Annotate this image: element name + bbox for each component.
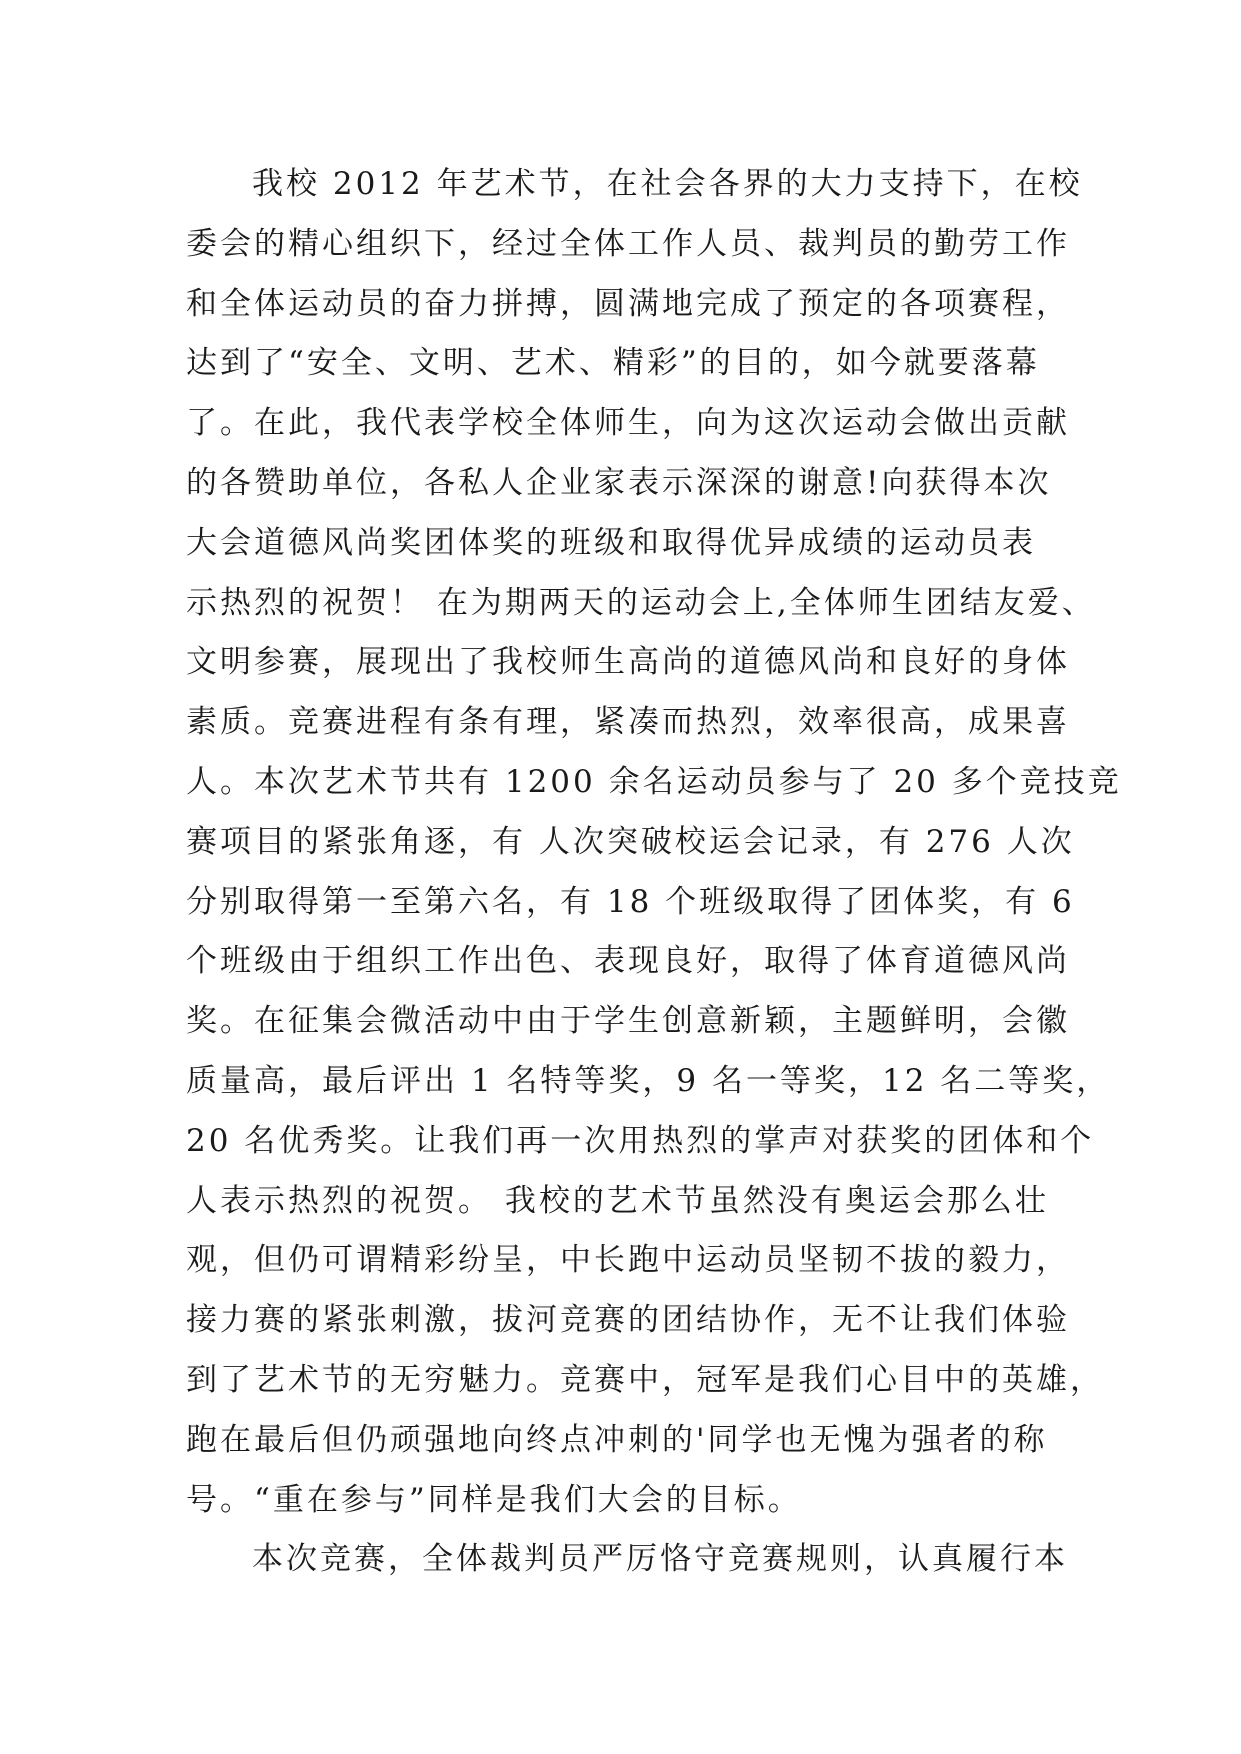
paragraph-1-line-17: 20 名优秀奖。让我们再一次用热烈的掌声对获奖的团体和个	[186, 1122, 1095, 1159]
paragraph-1-line-6: 的各赞助单位，各私人企业家表示深深的谢意!向获得本次	[186, 464, 1052, 501]
paragraph-1-line-23: 号。“重在参与”同样是我们大会的目标。	[186, 1481, 802, 1518]
paragraph-1-line-3: 和全体运动员的奋力拼搏，圆满地完成了预定的各项赛程，	[186, 285, 1070, 322]
paragraph-1-line-9: 文明参赛，展现出了我校师生高尚的道德风尚和良好的身体	[186, 644, 1070, 681]
paragraph-1-line-7: 大会道德风尚奖团体奖的班级和取得优异成绩的运动员表	[186, 524, 1036, 561]
paragraph-1-line-21: 到了艺术节的无穷魅力。竞赛中，冠军是我们心目中的英雄，	[186, 1361, 1104, 1398]
document-body	[186, 155, 1122, 1590]
paragraph-1-line-19: 观，但仍可谓精彩纷呈，中长跑中运动员坚韧不拔的毅力，	[186, 1242, 1070, 1279]
paragraph-1-line-4: 达到了“安全、文明、艺术、精彩”的目的，如今就要落幕	[186, 345, 1040, 382]
paragraph-1-line-16: 质量高，最后评出 1 名特等奖，9 名一等奖，12 名二等奖，	[186, 1062, 1111, 1099]
paragraph-1-line-13: 分别取得第一至第六名，有 18 个班级取得了团体奖，有 6	[186, 883, 1075, 920]
paragraph-1-line-18: 人表示热烈的祝贺。 我校的艺术节虽然没有奥运会那么壮	[186, 1182, 1049, 1219]
paragraph-1-line-20: 接力赛的紧张刺激，拔河竞赛的团结协作，无不让我们体验	[186, 1302, 1070, 1339]
paragraph-1-line-14: 个班级由于组织工作出色、表现良好，取得了体育道德风尚	[186, 943, 1070, 980]
paragraph-1-line-15: 奖。在征集会微活动中由于学生创意新颖，主题鲜明，会徽	[186, 1003, 1070, 1040]
paragraph-1-line-22: 跑在最后但仍顽强地向终点冲刺的'同学也无愧为强者的称	[186, 1421, 1048, 1458]
paragraph-1-line-1: 我校 2012 年艺术节，在社会各界的大力支持下，在校	[252, 166, 1083, 202]
paragraph-1-line-10: 素质。竞赛进程有条有理，紧凑而热烈，效率很高，成果喜	[186, 704, 1070, 741]
paragraph-2-line-1: 本次竞赛，全体裁判员严厉恪守竞赛规则，认真履行本	[252, 1541, 1068, 1578]
paragraph-1-line-5: 了。在此，我代表学校全体师生，向为这次运动会做出贡献	[186, 405, 1070, 442]
paragraph-1-line-8: 示热烈的祝贺！ 在为期两天的运动会上,全体师生团结友爱、	[186, 584, 1096, 621]
paragraph-1-line-2: 委会的精心组织下，经过全体工作人员、裁判员的勤劳工作	[186, 225, 1070, 262]
paragraph-1-line-12: 赛项目的紧张角逐，有 人次突破校运会记录，有 276 人次	[186, 823, 1075, 860]
paragraph-1-line-11: 人。本次艺术节共有 1200 余名运动员参与了 20 多个竞技竞	[186, 763, 1122, 800]
